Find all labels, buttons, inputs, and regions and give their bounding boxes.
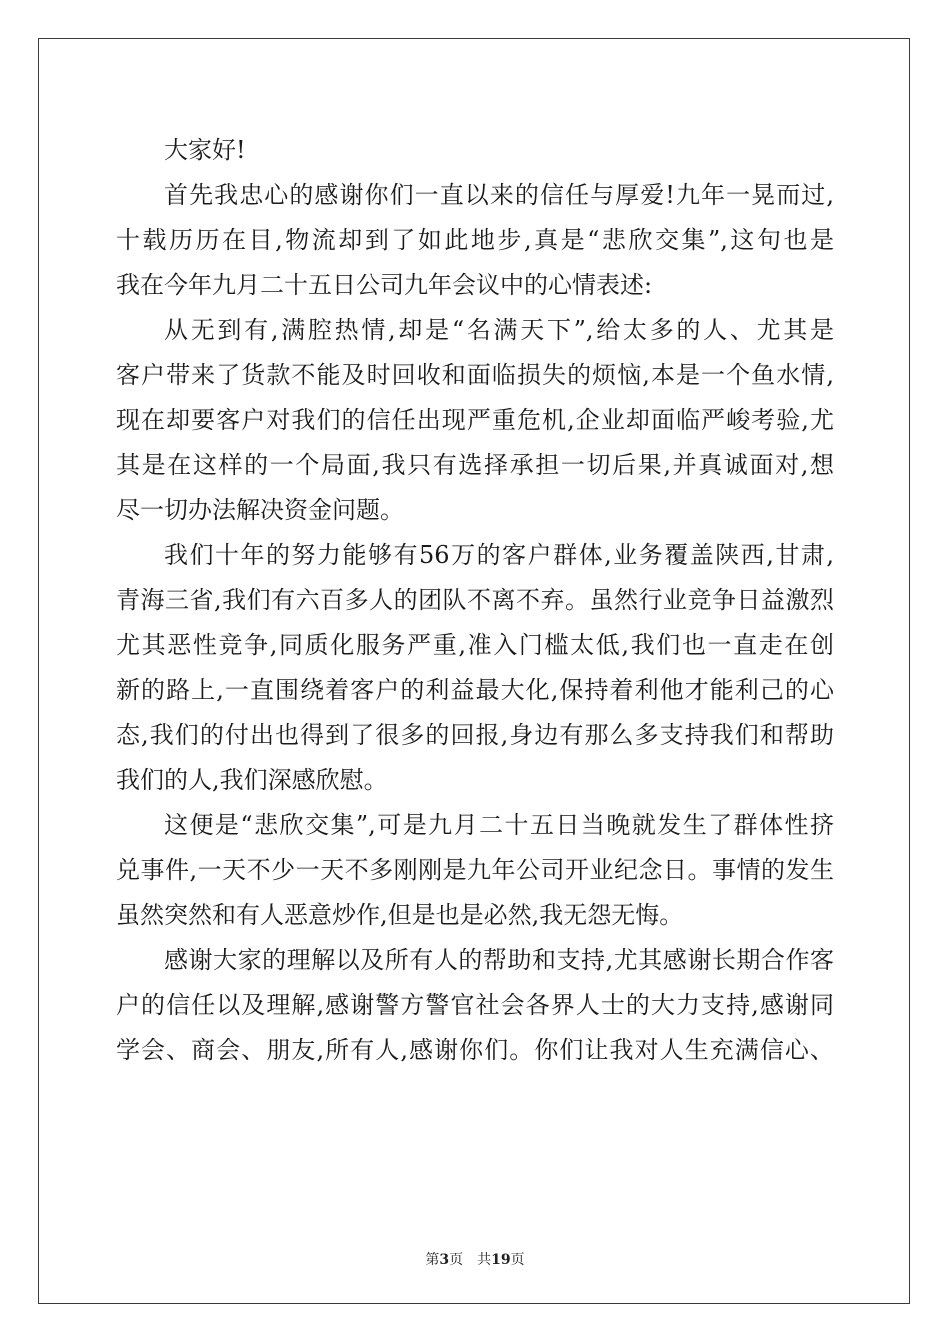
paragraph-line: 户的信任以及理解,感谢警方警官社会各界人士的大力支持,感谢同: [116, 991, 834, 1019]
paragraph-thanks: [116, 173, 834, 308]
paragraph-line: 我们十年的努力能够有56万的客户群体,业务覆盖陕西,甘肃,: [164, 541, 834, 569]
paragraph-line: 态,我们的付出也得到了很多的回报,身边有那么多支持我们和帮助: [116, 721, 834, 749]
paragraph-line: 现在却要客户对我们的信任出现严重危机,企业却面临严峻考验,尤: [116, 406, 834, 434]
paragraph-line: 我在今年九月二十五日公司九年会议中的心情表述:: [116, 271, 653, 299]
paragraph-line: 客户带来了货款不能及时回收和面临损失的烦恼,本是一个鱼水情,: [116, 361, 834, 389]
paragraph-line: 尤其恶性竞争,同质化服务严重,准入门槛太低,我们也一直走在创: [116, 631, 834, 659]
document-body: [116, 128, 834, 1073]
total-label-suffix: 页: [510, 1252, 525, 1268]
page-label-suffix: 页: [449, 1252, 464, 1268]
paragraph-effort: [116, 533, 834, 803]
paragraph-line: 兑事件,一天不少一天不多刚刚是九年公司开业纪念日。事情的发生: [116, 856, 834, 884]
paragraph-line: 从无到有,满腔热情,却是“名满天下”,给太多的人、尤其是: [164, 316, 834, 344]
page-footer: [0, 1249, 950, 1269]
paragraph-line: 十载历历在目,物流却到了如此地步,真是“悲欣交集”,这句也是: [116, 226, 834, 254]
paragraph-line: 我们的人,我们深感欣慰。: [116, 766, 388, 794]
paragraph-line: 其是在这样的一个局面,我只有选择承担一切后果,并真诚面对,想: [116, 451, 834, 479]
paragraph-gratitude: [116, 938, 834, 1073]
paragraph-origin: [116, 308, 834, 533]
paragraph-greeting: [116, 128, 834, 173]
paragraph-line: 虽然突然和有人恶意炒作,但是也是必然,我无怨无悔。: [116, 901, 684, 929]
paragraph-line: 尽一切办法解决资金问题。: [116, 496, 404, 524]
paragraph-line: 新的路上,一直围绕着客户的利益最大化,保持着利他才能利己的心: [116, 676, 834, 704]
paragraph-line: 大家好!: [164, 136, 246, 164]
paragraph-line: 青海三省,我们有六百多人的团队不离不弃。虽然行业竞争日益激烈: [116, 586, 834, 614]
paragraph-line: 首先我忠心的感谢你们一直以来的信任与厚爱!九年一晃而过,: [164, 181, 834, 209]
page-label-prefix: 第: [425, 1252, 440, 1268]
total-pages: 19: [491, 1252, 511, 1268]
paragraph-line: 这便是“悲欣交集”,可是九月二十五日当晚就发生了群体性挤: [164, 811, 834, 839]
page-number: 3: [439, 1252, 450, 1268]
paragraph-line: 学会、商会、朋友,所有人,感谢你们。你们让我对人生充满信心、: [116, 1036, 834, 1064]
paragraph-event: [116, 803, 834, 938]
paragraph-line: 感谢大家的理解以及所有人的帮助和支持,尤其感谢长期合作客: [164, 946, 834, 974]
total-label-prefix: 共: [477, 1252, 492, 1268]
